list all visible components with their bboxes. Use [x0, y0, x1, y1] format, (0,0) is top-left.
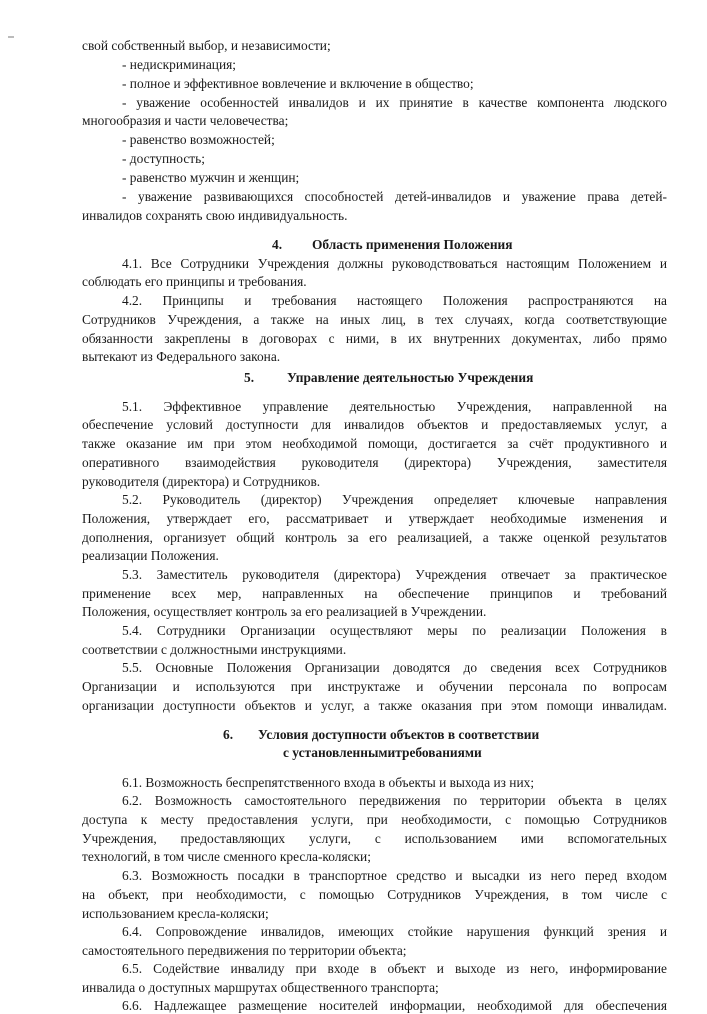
- list-item: - равенство возможностей;: [122, 132, 275, 147]
- list-item: - уважение особенностей инвалидов и их принятие в качестве компонента людского: [122, 95, 667, 110]
- paragraph-line: оперативного взаимодействия руководителя (директора) Учреждения, заместителя: [82, 455, 667, 470]
- paragraph-line: 4.1. Все Сотрудники Учреждения должны руководствоваться настоящим Положением и: [122, 256, 667, 271]
- paragraph-line: Положения, осуществляет контроль за его реализацией в Учреждении.: [82, 604, 487, 619]
- paragraph-line: самостоятельного передвижения по территории объекта;: [82, 943, 407, 958]
- paragraph-line: Учреждения, предоставляющих услуги, с использованием ими вспомогательных: [82, 831, 667, 846]
- paragraph-line: 6.5. Содействие инвалиду при входе в объект и выходе из него, информирование: [122, 961, 667, 976]
- paragraph-line: соблюдать его принципы и требования.: [82, 274, 307, 289]
- paragraph-line: обязанности закреплены в договорах с ними, в их внутренних документах, либо прямо: [82, 331, 667, 346]
- paragraph-line: организации доступности объектов и услуг, а также оказания при этом помощи инвалидам.: [82, 698, 667, 713]
- paragraph-line: 5.1. Эффективное управление деятельностью Учреждения, направленной на: [122, 399, 667, 414]
- paragraph-line: 4.2. Принципы и требования настоящего Положения распространяются на: [122, 293, 667, 308]
- paragraph-line: 5.3. Заместитель руководителя (директора) Учреждения отвечает за практическое: [122, 567, 667, 582]
- section-title-continued: с установленнымитребованиями: [283, 745, 482, 760]
- text-line: инвалидов сохранять свою индивидуальность.: [82, 208, 348, 223]
- paragraph-line: 5.5. Основные Положения Организации доводятся до сведения всех Сотрудников: [122, 660, 667, 675]
- paragraph-line: применение всех мер, направленных на обеспечение принципов и требований: [82, 586, 667, 601]
- paragraph-line: 6.4. Сопровождение инвалидов, имеющих стойкие нарушения функций зрения и: [122, 924, 667, 939]
- paragraph-line: использованием кресла-коляски;: [82, 906, 269, 921]
- paragraph-line: 6.2. Возможность самостоятельного передвижения по территории объекта в целях: [122, 793, 667, 808]
- paragraph-line: Положения, утверждает его, рассматривает и утверждает необходимые изменения и: [82, 511, 667, 526]
- paragraph-line: технологий, в том числе сменного кресла-коляски;: [82, 849, 371, 864]
- text-line: свой собственный выбор, и независимости;: [82, 38, 331, 53]
- list-item: - доступность;: [122, 151, 205, 166]
- paragraph-line: обеспечение условий доступности для инвалидов объектов и предоставляемых услуг, а: [82, 417, 667, 432]
- paragraph-line: 6.6. Надлежащее размещение носителей информации, необходимой для обеспечения: [122, 998, 667, 1013]
- scan-artifact: [8, 36, 14, 38]
- paragraph-line: руководителя (директора) и Сотрудников.: [82, 474, 321, 489]
- list-item: - недискриминация;: [122, 57, 236, 72]
- paragraph-line: Сотрудников Учреждения, а также на иных лиц, в тех случаях, когда соответствующие: [82, 312, 667, 327]
- paragraph-line: 5.4. Сотрудники Организации осуществляют меры по реализации Положения в: [122, 623, 667, 638]
- paragraph-line: доступа к месту предоставления услуги, при необходимости, с помощью Сотрудников: [82, 812, 667, 827]
- paragraph-line: вытекают из Федерального закона.: [82, 349, 281, 364]
- list-item: - полное и эффективное вовлечение и включение в общество;: [122, 76, 474, 91]
- paragraph-line: дополнения, организует общий контроль за его реализацией, а также оценкой результатов: [82, 530, 667, 545]
- paragraph-line: соответствии с должностными инструкциями.: [82, 642, 347, 657]
- paragraph-line: Организации и используются при инструктаже и обучении персонала по вопросам: [82, 679, 667, 694]
- section-title: Управление деятельностью Учреждения: [287, 370, 534, 385]
- paragraph-line: 6.1. Возможность беспрепятственного входа в объекты и выхода из них;: [122, 775, 535, 790]
- paragraph-line: инвалида о доступных маршрутах общественного транспорта;: [82, 980, 439, 995]
- paragraph-line: 5.2. Руководитель (директор) Учреждения определяет ключевые направления: [122, 492, 667, 507]
- section-number: 4.: [272, 237, 283, 252]
- list-item: - равенство мужчин и женщин;: [122, 170, 300, 185]
- section-number: 5.: [244, 370, 255, 385]
- list-item: - уважение развивающихся способностей детей-инвалидов и уважение права детей-: [122, 189, 667, 204]
- paragraph-line: также оказание им при этом необходимой помощи, достигается за счёт продуктивного и: [82, 436, 667, 451]
- paragraph-line: 6.3. Возможность посадки в транспортное средство и высадки из него перед входом: [122, 868, 667, 883]
- text-line: многообразия и части человечества;: [82, 113, 289, 128]
- section-number: 6.: [223, 727, 234, 742]
- paragraph-line: на объект, при необходимости, с помощью Сотрудников Учреждения, в том числе с: [82, 887, 667, 902]
- paragraph-line: реализации Положения.: [82, 548, 219, 563]
- section-title: Условия доступности объектов в соответствии: [258, 727, 540, 742]
- section-title: Область применения Положения: [312, 237, 513, 252]
